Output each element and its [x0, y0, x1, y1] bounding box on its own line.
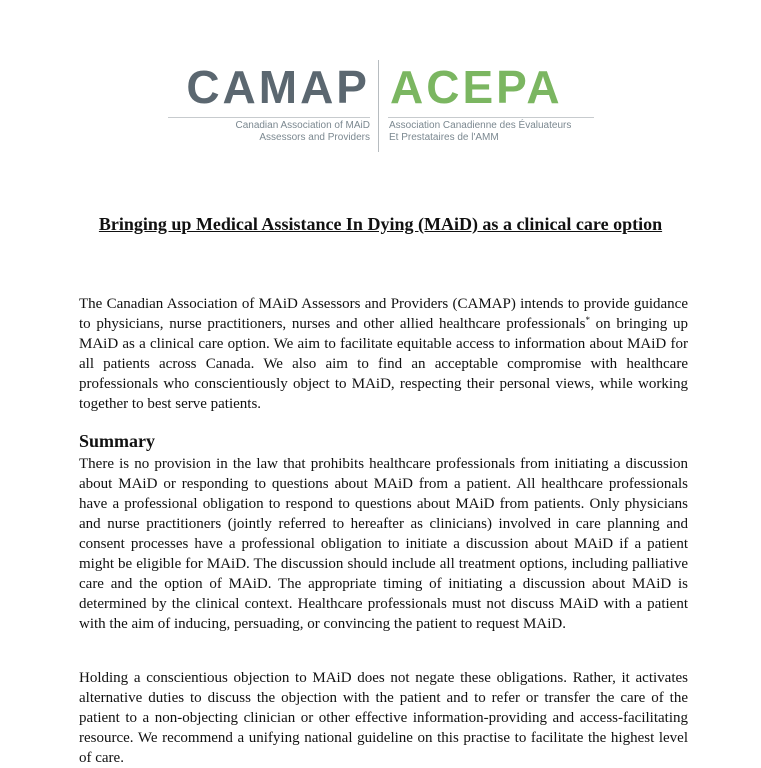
logo-acepa-wordmark: ACEPA: [390, 61, 563, 113]
intro-text-part2: on bringing up MAiD as a clinical care option. We aim to facilitate equitable access to information about MAiD for all patients across Canada. We also aim to find an acceptable compromise with healthcare professionals who conscientiously object to MAiD, respecting their personal views, while working together to best serve patients.: [79, 316, 688, 412]
logo-camap-wordmark: CAMAP: [186, 61, 370, 113]
logo-subtitle-fr-line2: Et Prestataires de l'AMM: [389, 132, 499, 143]
logo-rule-en: [168, 117, 370, 118]
logo-subtitle-fr-line1: Association Canadienne des Évaluateurs: [389, 120, 572, 131]
footnote-mark: *: [585, 315, 590, 325]
intro-paragraph: [79, 294, 688, 414]
logo-subtitle-en-line2: Assessors and Providers: [259, 132, 370, 143]
logo-subtitle-en: [168, 120, 370, 144]
logo-rule-fr: [388, 117, 594, 118]
document-title: Bringing up Medical Assistance In Dying (MAiD) as a clinical care option: [98, 214, 663, 234]
logo-subtitle-en-line1: Canadian Association of MAiD: [235, 120, 370, 131]
objection-paragraph: Holding a conscientious objection to MAiD does not negate these obligations. Rather, it activates alternative duties to discuss the objection with the patient and to refer or transfer the care of the patient to a non-objecting clinician or other effective information-providing and access-facilitating resource. We recommend a unifying national guideline on this practise to facilitate the highest level of care.: [79, 670, 688, 766]
summary-paragraph: There is no provision in the law that prohibits healthcare professionals from initiating a discussion about MAiD or responding to questions about MAiD from a patient. All healthcare professionals have a professional obligation to respond to questions about MAiD from patients. Only physicians and nurse practitioners (jointly referred to hereafter as clinicians) involved in care planning and consent processes have a professional obligation to initiate a discussion about MAiD if a patient might be eligible for MAiD. The discussion should include all treatment options, including palliative care and the option of MAiD. The appropriate timing of initiating a discussion about MAiD is determined by the clinical context. Healthcare professionals must not discuss MAiD with a patient with the aim of inducing, persuading, or convincing the patient to request MAiD.: [79, 456, 688, 632]
logo-subtitle-fr: [389, 120, 571, 144]
intro-text-part1: The Canadian Association of MAiD Assessors and Providers (CAMAP) intends to provide guidance to physicians, nurse practitioners, nurses and other allied healthcare professionals: [79, 296, 688, 332]
summary-heading: Summary: [79, 431, 155, 451]
logo-divider: [378, 60, 379, 152]
camap-acepa-logo: [168, 60, 598, 156]
